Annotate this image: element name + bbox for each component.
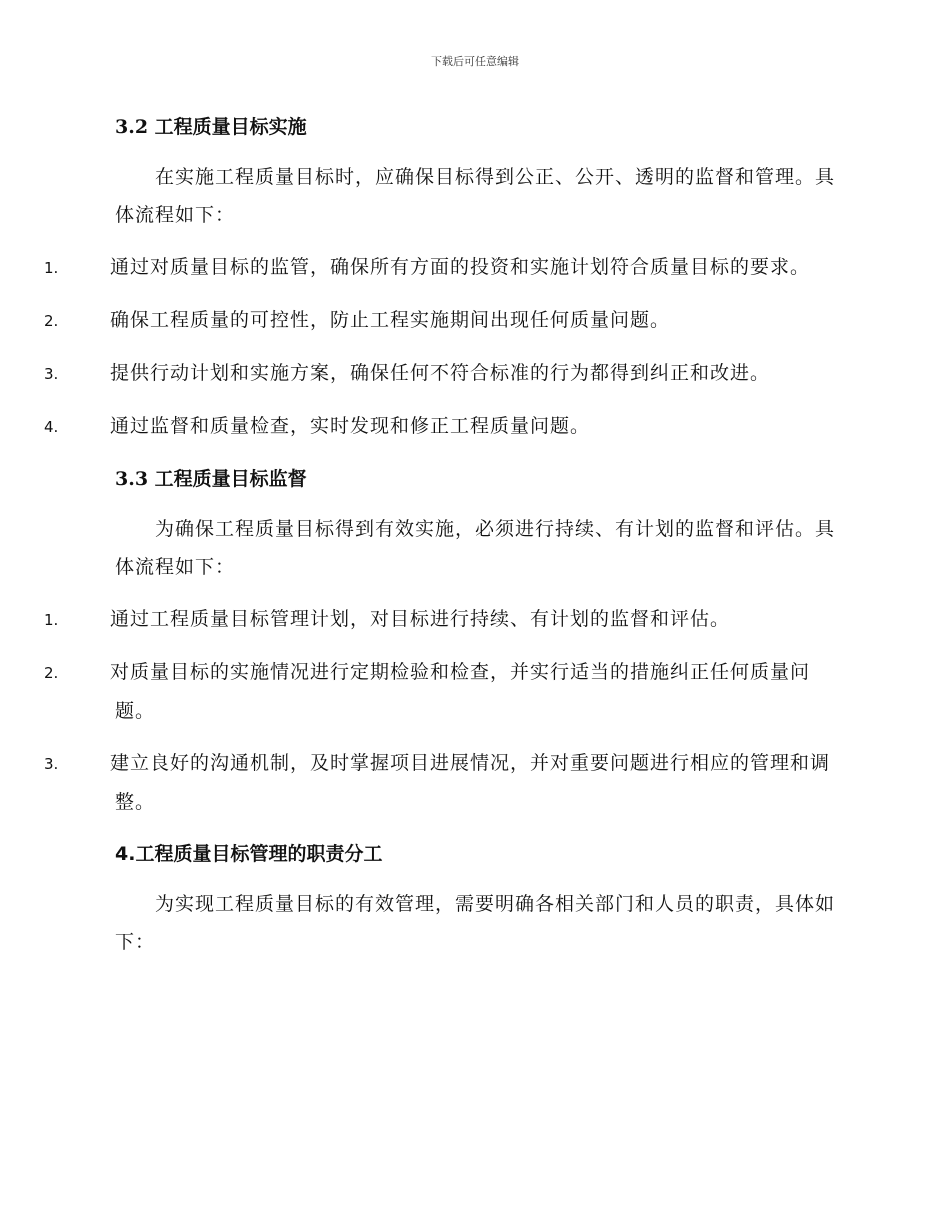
list-item-text: 通过工程质量目标管理计划，对目标进行持续、有计划的监督和评估。 xyxy=(110,608,731,630)
list-item-number: 2. xyxy=(44,312,59,330)
list-item-text: 对质量目标的实施情况进行定期检验和检查，并实行适当的措施纠正任何质量问题。 xyxy=(110,661,811,722)
list-item xyxy=(44,354,835,393)
list-item-number: 3. xyxy=(44,755,59,773)
section-heading-3-3: 3.3 工程质量目标监督 xyxy=(115,468,307,490)
list-item-text: 通过监督和质量检查，实时发现和修正工程质量问题。 xyxy=(110,415,591,437)
section-3-3-intro: 为确保工程质量目标得到有效实施，必须进行持续、有计划的监督和评估。具体流程如下： xyxy=(115,518,836,578)
list-item xyxy=(44,301,835,340)
list-item-number: 4. xyxy=(44,418,59,436)
list-item xyxy=(44,600,835,639)
list-item-text: 通过对质量目标的监管，确保所有方面的投资和实施计划符合质量目标的要求。 xyxy=(110,256,811,278)
section-heading-3-2: 3.2 工程质量目标实施 xyxy=(115,116,307,138)
list-item xyxy=(44,248,835,287)
section-4-intro: 为实现工程质量目标的有效管理，需要明确各相关部门和人员的职责，具体如下： xyxy=(115,893,836,953)
list-item-text: 确保工程质量的可控性，防止工程实施期间出现任何质量问题。 xyxy=(110,309,671,331)
list-item xyxy=(44,407,835,446)
list-item-number: 1. xyxy=(44,611,59,629)
list-item-number: 1. xyxy=(44,259,59,277)
document-body xyxy=(44,110,836,961)
list-item xyxy=(44,744,835,821)
section-heading-4: 4.工程质量目标管理的职责分工 xyxy=(115,843,383,865)
list-item-number: 2. xyxy=(44,664,59,682)
page-header-note: 下载后可任意编辑 xyxy=(431,55,519,68)
list-item-number: 3. xyxy=(44,365,59,383)
list-item xyxy=(44,653,835,730)
list-item-text: 建立良好的沟通机制，及时掌握项目进展情况，并对重要问题进行相应的管理和调整。 xyxy=(110,752,831,813)
list-item-text: 提供行动计划和实施方案，确保任何不符合标准的行为都得到纠正和改进。 xyxy=(110,362,771,384)
section-3-2-intro: 在实施工程质量目标时，应确保目标得到公正、公开、透明的监督和管理。具体流程如下： xyxy=(115,166,836,226)
